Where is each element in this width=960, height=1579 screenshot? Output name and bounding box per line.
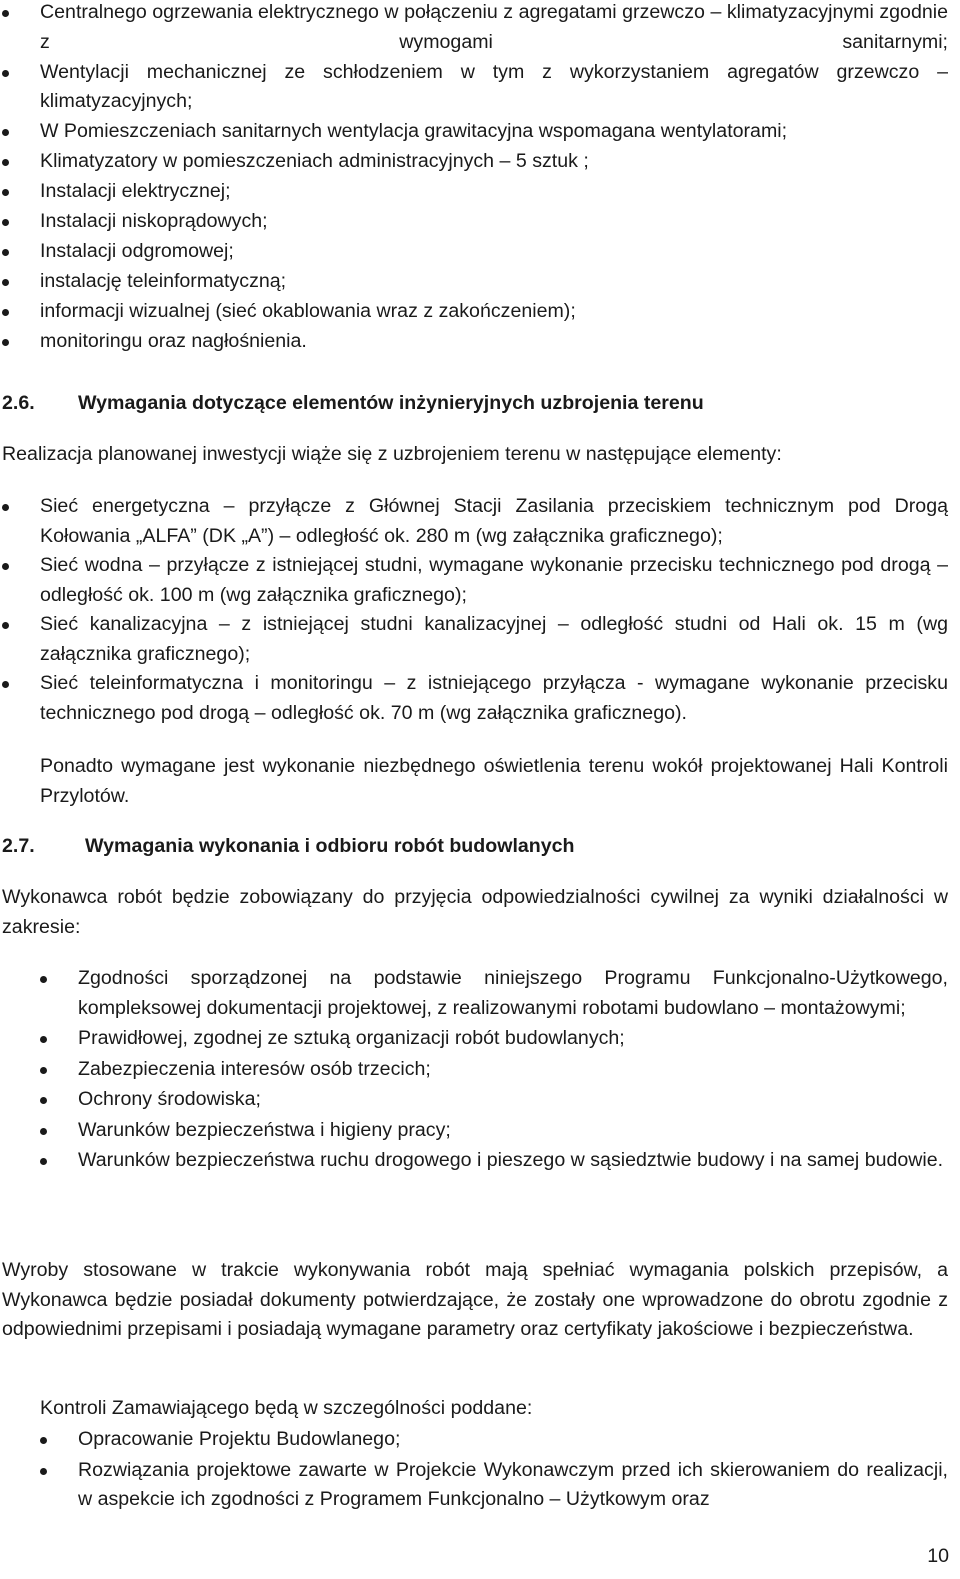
control-list [0,1425,948,1515]
list-item: Opracowanie Projektu Budowlanego; [0,1425,948,1455]
list-item: Klimatyzatory w pomieszczeniach administracyjnych – 5 sztuk ; [0,147,948,177]
list-item: informacji wizualnej (sieć okablowania wraz z zakończeniem); [0,297,948,327]
responsibility-list [0,964,948,1176]
section-heading-2-7 [2,832,575,862]
utilities-list [0,492,948,728]
list-item: W Pomieszczeniach sanitarnych wentylacja grawitacyjna wspomagana wentylatorami; [0,117,948,147]
control-intro: Kontroli Zamawiającego będą w szczególności poddane: [40,1397,533,1419]
list-item: Wentylacji mechanicznej ze schłodzeniem w tym z wykorzystaniem agregatów grzewczo – klimatyzacyjnych; [0,58,948,117]
list-item: monitoringu oraz nagłośnienia. [0,327,948,357]
section-number: 2.6. [2,392,35,414]
section-title: Wymagania wykonania i odbioru robót budowlanych [85,835,575,857]
section-title: Wymagania dotyczące elementów inżynieryjnych uzbrojenia terenu [78,392,704,414]
list-item: Instalacji niskoprądowych; [0,207,948,237]
list-item: Sieć energetyczna – przyłącze z Głównej Stacji Zasilania przeciskiem technicznym pod Drogą Kołowania „ALFA” (DK „A”) – odległość ok. 280 m (wg załącznika graficznego); [0,492,948,551]
list-item: Centralnego ogrzewania elektrycznego w połączeniu z agregatami grzewczo – klimatyzacyjnymi zgodnie z wymogami sanitarnymi; [0,0,948,57]
page-number: 10 [927,1545,949,1567]
list-item: Prawidłowej, zgodnej ze sztuką organizacji robót budowlanych; [0,1024,948,1054]
list-item: Instalacji elektrycznej; [0,177,948,207]
list-item: Sieć teleinformatyczna i monitoringu – z istniejącego przyłącza - wymagane wykonanie przecisku technicznego pod drogą – odległość ok. 70 m (wg załącznika graficznego). [0,669,948,728]
list-item: Rozwiązania projektowe zawarte w Projekcie Wykonawczym przed ich skierowaniem do realizacji, w aspekcie ich zgodności z Programem Funkcjonalno – Użytkowym oraz [0,1456,948,1515]
section-heading-2-6 [2,389,704,419]
lighting-note: Ponadto wymagane jest wykonanie niezbędnego oświetlenia terenu wokół projektowanej Hali Kontroli Przylotów. [40,755,948,807]
list-item: Warunków bezpieczeństwa ruchu drogowego i pieszego w sąsiedztwie budowy i na samej budowie. [0,1146,948,1176]
list-item: Sieć wodna – przyłącze z istniejącej studni, wymagane wykonanie przecisku technicznego pod drogą – odległość ok. 100 m (wg załącznika graficznego); [0,551,948,610]
list-item: Ochrony środowiska; [0,1085,948,1115]
list-item: Zabezpieczenia interesów osób trzecich; [0,1055,948,1085]
list-item: Warunków bezpieczeństwa i higieny pracy; [0,1116,948,1146]
list-item: instalację teleinformatyczną; [0,267,948,297]
products-paragraph: Wyroby stosowane w trakcie wykonywania robót mają spełniać wymagania polskich przepisów, a Wykonawca będzie posiadał dokumenty potwierdzające, że zostały one wprowadzone do obrotu zgodnie z odpowiednimi przepisami i posiadają wymagane parametry oraz certyfikaty jakościowe i bezpieczeństwa. [2,1259,948,1340]
section-intro: Wykonawca robót będzie zobowiązany do przyjęcia odpowiedzialności cywilnej za wyniki działalności w zakresie: [2,886,948,938]
section-intro: Realizacja planowanej inwestycji wiąże się z uzbrojeniem terenu w następujące elementy: [2,443,782,465]
section-number: 2.7. [2,835,35,857]
list-item: Sieć kanalizacyjna – z istniejącej studni kanalizacyjnej – odległość studni od Hali ok. 15 m (wg załącznika graficznego); [0,610,948,669]
installations-list [0,0,948,357]
list-item: Instalacji odgromowej; [0,237,948,267]
list-item: Zgodności sporządzonej na podstawie niniejszego Programu Funkcjonalno-Użytkowego, kompleksowej dokumentacji projektowej, z realizowanymi robotami budowlano – montażowymi; [0,964,948,1023]
